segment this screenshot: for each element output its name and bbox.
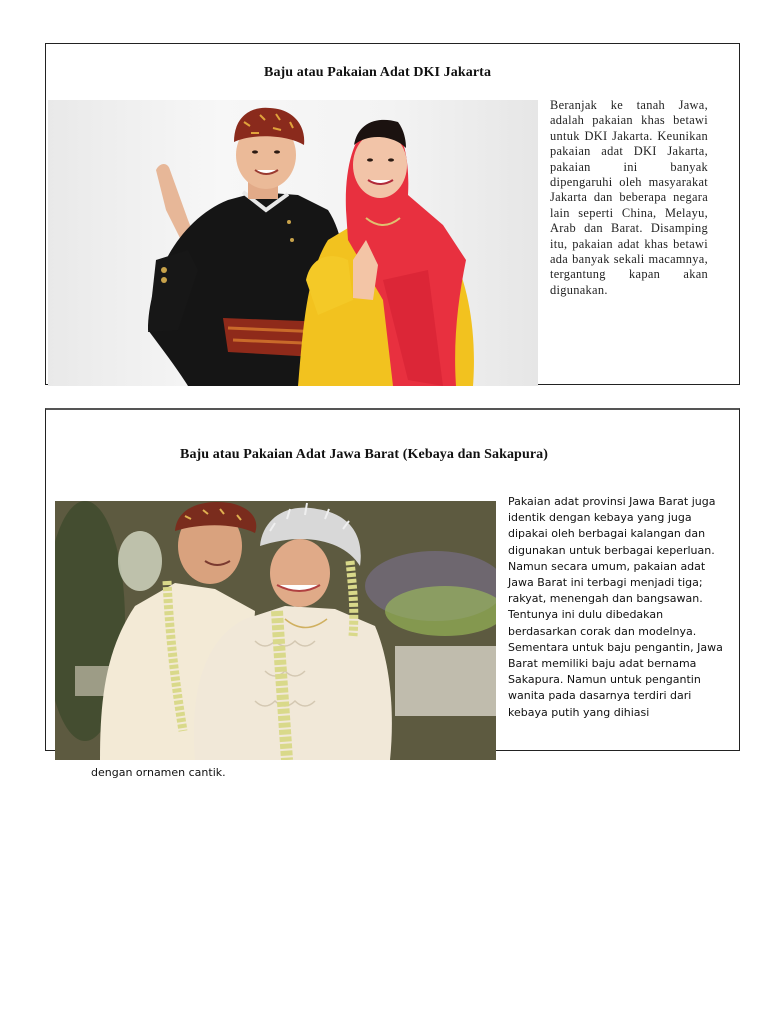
jakarta-description: Beranjak ke tanah Jawa, adalah pakaian khas betawi untuk DKI Jakarta. Keunikan pakaian adat DKI Jakarta, pakaian ini banyak dipengaruhi oleh masyarakat Jakarta dan beberapa negara lain seperti China, Melayu, Arab dan Barat. Disamping itu, pakaian adat khas betawi ada banyak sekali macamnya, tergantung kapan akan digunakan. [550, 98, 708, 297]
jawa-barat-paragraph-2: Sementara untuk baju pengantin, Jawa Barat memiliki baju adat bernama Sakapura. Namun untuk pengantin wanita pada dasarnya terdiri dari kebaya putih yang dihiasi [508, 640, 723, 719]
jawa-barat-wedding-photo [55, 501, 496, 760]
betawi-couple-illustration [48, 100, 538, 386]
section-jawa-barat-title: Baju atau Pakaian Adat Jawa Barat (Kebaya dan Sakapura) [180, 447, 549, 462]
jawa-barat-description [508, 494, 723, 721]
sundanese-wedding-illustration [55, 501, 496, 760]
jawa-barat-paragraph-1: Pakaian adat provinsi Jawa Barat juga identik dengan kebaya yang juga dipakai oleh berbagai kalangan dan digunakan untuk berbagai keperluan. Namun secara umum, pakaian adat Jawa Barat ini terbagi menjadi tiga; rakyat, menengah dan bangsawan. Tentunya ini dulu dibedakan berdasarkan corak dan modelnya. [508, 495, 716, 638]
jawa-barat-overflow-text: dengan ornamen cantik. [91, 766, 226, 779]
jakarta-couple-photo [48, 100, 538, 386]
section-jakarta-title: Baju atau Pakaian Adat DKI Jakarta [264, 65, 492, 80]
